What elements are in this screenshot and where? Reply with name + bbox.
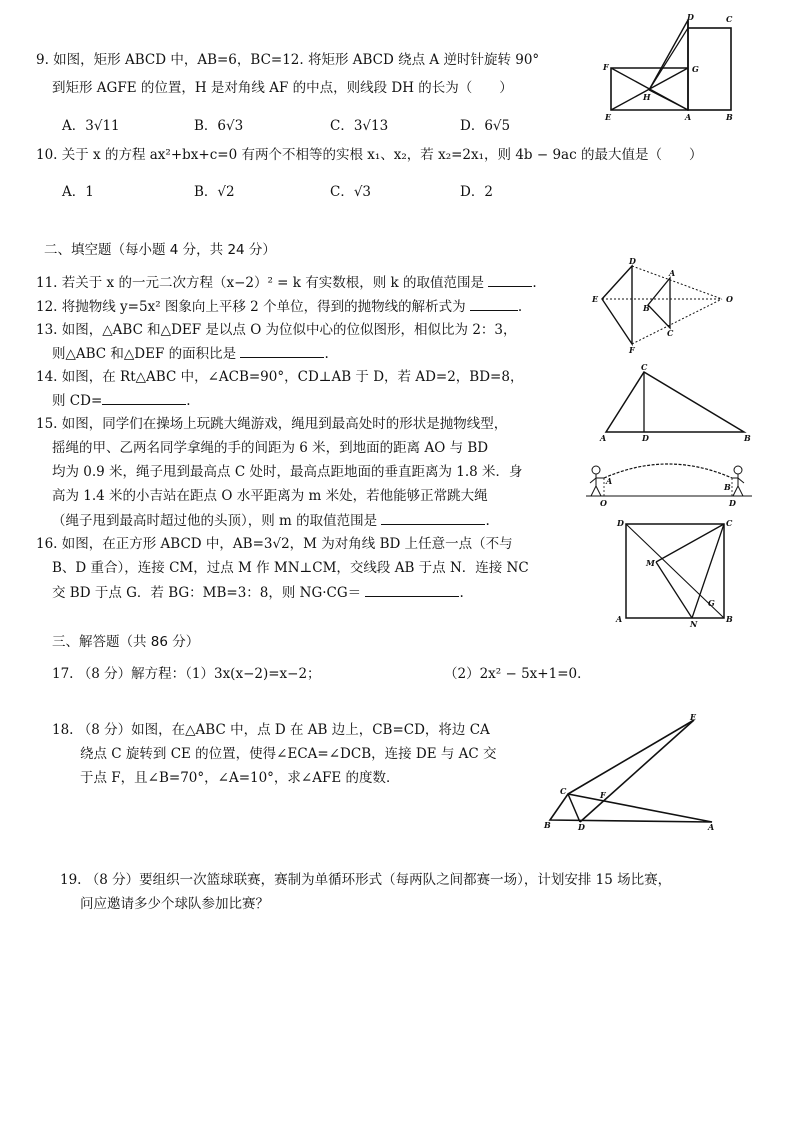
q17-part-2: （2）2x² − 5x+1=0． bbox=[444, 666, 591, 682]
q15-line-2: 摇绳的甲、乙两名同学拿绳的手的间距为 6 米，到地面的距离 AO 与 BD bbox=[52, 440, 489, 456]
q14-label-b: B bbox=[744, 433, 751, 443]
q9-option-b: B．6√3 bbox=[194, 118, 244, 134]
q15-label-a: A bbox=[606, 476, 613, 486]
q15-answer-blank bbox=[381, 510, 485, 525]
q10-option-d: D．2 bbox=[460, 184, 493, 200]
q15-label-o: O bbox=[600, 498, 607, 508]
q18-label-c: C bbox=[560, 786, 567, 796]
q13-line-2: 则△ABC 和△DEF 的面积比是 bbox=[52, 346, 237, 362]
q11-answer-blank bbox=[488, 272, 532, 287]
q14-line-2-wrap bbox=[52, 390, 191, 411]
q18-label-a: A bbox=[708, 822, 715, 832]
q15-line-3: 均为 0.9 米，绳子甩到最高点 C 处时，最高点距地面的垂直距离为 1.8 米．身 bbox=[52, 464, 523, 480]
q16-answer-blank bbox=[365, 582, 459, 597]
q16-label-n: N bbox=[690, 619, 698, 629]
q9-label-h: H bbox=[643, 92, 651, 102]
q14-answer-blank bbox=[102, 390, 186, 405]
q16-label-d: D bbox=[617, 518, 624, 528]
q16-label-g: G bbox=[708, 598, 715, 608]
q17-part-1: 17. （8 分）解方程：（1）3x(x−2)=x−2； bbox=[52, 666, 321, 682]
q16-line-2: B、D 重合），连接 CM，过点 M 作 MN⊥CM，交线段 AB 于点 N．连接 NC bbox=[52, 560, 529, 576]
q9-label-c: C bbox=[726, 14, 733, 24]
q13-label-d: D bbox=[629, 256, 636, 266]
q14-label-c: C bbox=[641, 362, 648, 372]
q16-line-3-wrap bbox=[52, 582, 464, 603]
q12-answer-blank bbox=[470, 296, 518, 311]
section-3-title: 三、解答题（共 86 分） bbox=[52, 634, 200, 650]
q19-line-2: 问应邀请多少个球队参加比赛？ bbox=[80, 896, 269, 912]
q12-text: 12. 将抛物线 y=5x² 图象向上平移 2 个单位，得到的抛物线的解析式为 bbox=[36, 299, 466, 315]
q14-line-2: 则 CD= bbox=[52, 393, 103, 409]
q15-tail: . bbox=[485, 513, 490, 529]
q9-option-d: D．6√5 bbox=[460, 118, 511, 134]
q9-line-1: 9. 如图，矩形 ABCD 中，AB=6，BC=12. 将矩形 ABCD 绕点 A 逆时针旋转 90° bbox=[36, 52, 540, 68]
q13-label-e: E bbox=[592, 294, 599, 304]
q9-label-e: E bbox=[605, 112, 612, 122]
q13-label-c: C bbox=[667, 328, 674, 338]
q9-label-b: B bbox=[726, 112, 733, 122]
q13-tail: . bbox=[324, 346, 329, 362]
q18-label-e: E bbox=[690, 712, 697, 722]
q15-line-1: 15. 如图，同学们在操场上玩跳大绳游戏，绳甩到最高处时的形状是抛物线型， bbox=[36, 416, 508, 432]
q13-label-f: F bbox=[629, 345, 635, 355]
q18-label-f: F bbox=[600, 790, 606, 800]
q18-label-d: D bbox=[578, 822, 585, 832]
q13-answer-blank bbox=[240, 343, 324, 358]
q18-figure bbox=[540, 710, 730, 834]
q9-label-g: G bbox=[692, 64, 699, 74]
q14-figure bbox=[594, 364, 754, 444]
q11-tail: . bbox=[532, 275, 537, 291]
q16-label-a: A bbox=[616, 614, 623, 624]
q15-label-b: B bbox=[724, 482, 731, 492]
q9-label-d: D bbox=[687, 12, 694, 22]
q9-line-2: 到矩形 AGFE 的位置，H 是对角线 AF 的中点，则线段 DH 的长为（ ） bbox=[52, 80, 513, 96]
q9-label-a: A bbox=[685, 112, 692, 122]
q14-label-a: A bbox=[600, 433, 607, 443]
q11-line bbox=[36, 272, 537, 293]
q13-label-o: O bbox=[726, 294, 733, 304]
q15-line-5-wrap bbox=[52, 510, 490, 531]
q16-label-c: C bbox=[726, 518, 733, 528]
q18-line-2: 绕点 C 旋转到 CE 的位置，使得∠ECA=∠DCB，连接 DE 与 AC 交 bbox=[80, 746, 497, 762]
q18-line-1: 18. （8 分）如图，在△ABC 中，点 D 在 AB 边上，CB=CD，将边 CA bbox=[52, 722, 490, 738]
q14-tail: . bbox=[186, 393, 191, 409]
q9-label-f: F bbox=[603, 62, 609, 72]
q16-figure bbox=[612, 516, 738, 628]
q16-label-b: B bbox=[726, 614, 733, 624]
q14-line-1: 14. 如图，在 Rt△ABC 中，∠ACB=90°，CD⊥AB 于 D，若 AD=2，BD=8， bbox=[36, 369, 524, 385]
q10-option-b: B．√2 bbox=[194, 184, 235, 200]
q15-line-4: 高为 1.4 米的小吉站在距点 O 水平距离为 m 米处，若他能够正常跳大绳 bbox=[52, 488, 488, 504]
q19-line-1: 19. （8 分）要组织一次篮球联赛，赛制为单循环形式（每两队之间都赛一场），计划安排 15 场比赛， bbox=[60, 872, 672, 888]
q13-line-1: 13. 如图，△ABC 和△DEF 是以点 O 为位似中心的位似图形，相似比为 2：3， bbox=[36, 322, 517, 338]
q15-figure bbox=[586, 456, 756, 512]
q18-label-b: B bbox=[544, 820, 551, 830]
q9-figure bbox=[595, 14, 745, 126]
q16-tail: . bbox=[459, 585, 464, 601]
q9-option-a: A．3√11 bbox=[62, 118, 120, 134]
q12-line bbox=[36, 296, 522, 317]
q13-figure bbox=[590, 254, 740, 354]
q15-label-d: D bbox=[729, 498, 736, 508]
section-2-title: 二、填空题（每小题 4 分，共 24 分） bbox=[44, 242, 276, 258]
q10-option-c: C．√3 bbox=[330, 184, 372, 200]
q10-line-1: 10. 关于 x 的方程 ax²+bx+c=0 有两个不相等的实根 x₁、x₂，若 x₂=2x₁，则 4b − 9ac 的最大值是（ ） bbox=[36, 147, 703, 163]
q13-line-2-wrap bbox=[52, 343, 329, 364]
q16-label-m: M bbox=[646, 558, 655, 568]
q18-line-3: 于点 F，且∠B=70°，∠A=10°，求∠AFE 的度数． bbox=[80, 770, 400, 786]
q16-line-1: 16. 如图，在正方形 ABCD 中，AB=3√2，M 为对角线 BD 上任意一点（不与 bbox=[36, 536, 513, 552]
q13-label-b: B bbox=[643, 303, 650, 313]
q9-option-c: C．3√13 bbox=[330, 118, 389, 134]
q16-line-3: 交 BD 于点 G．若 BG：MB=3：8，则 NG·CG＝ bbox=[52, 585, 362, 601]
q14-label-d: D bbox=[642, 433, 649, 443]
q15-line-5: （绳子甩到最高时超过他的头顶），则 m 的取值范围是 bbox=[52, 513, 378, 529]
q12-tail: . bbox=[517, 299, 523, 315]
q10-option-a: A．1 bbox=[62, 184, 94, 200]
q13-label-a: A bbox=[669, 268, 676, 278]
q11-text: 11. 若关于 x 的一元二次方程（x−2）² = k 有实数根，则 k 的取值范围是 bbox=[36, 275, 485, 291]
